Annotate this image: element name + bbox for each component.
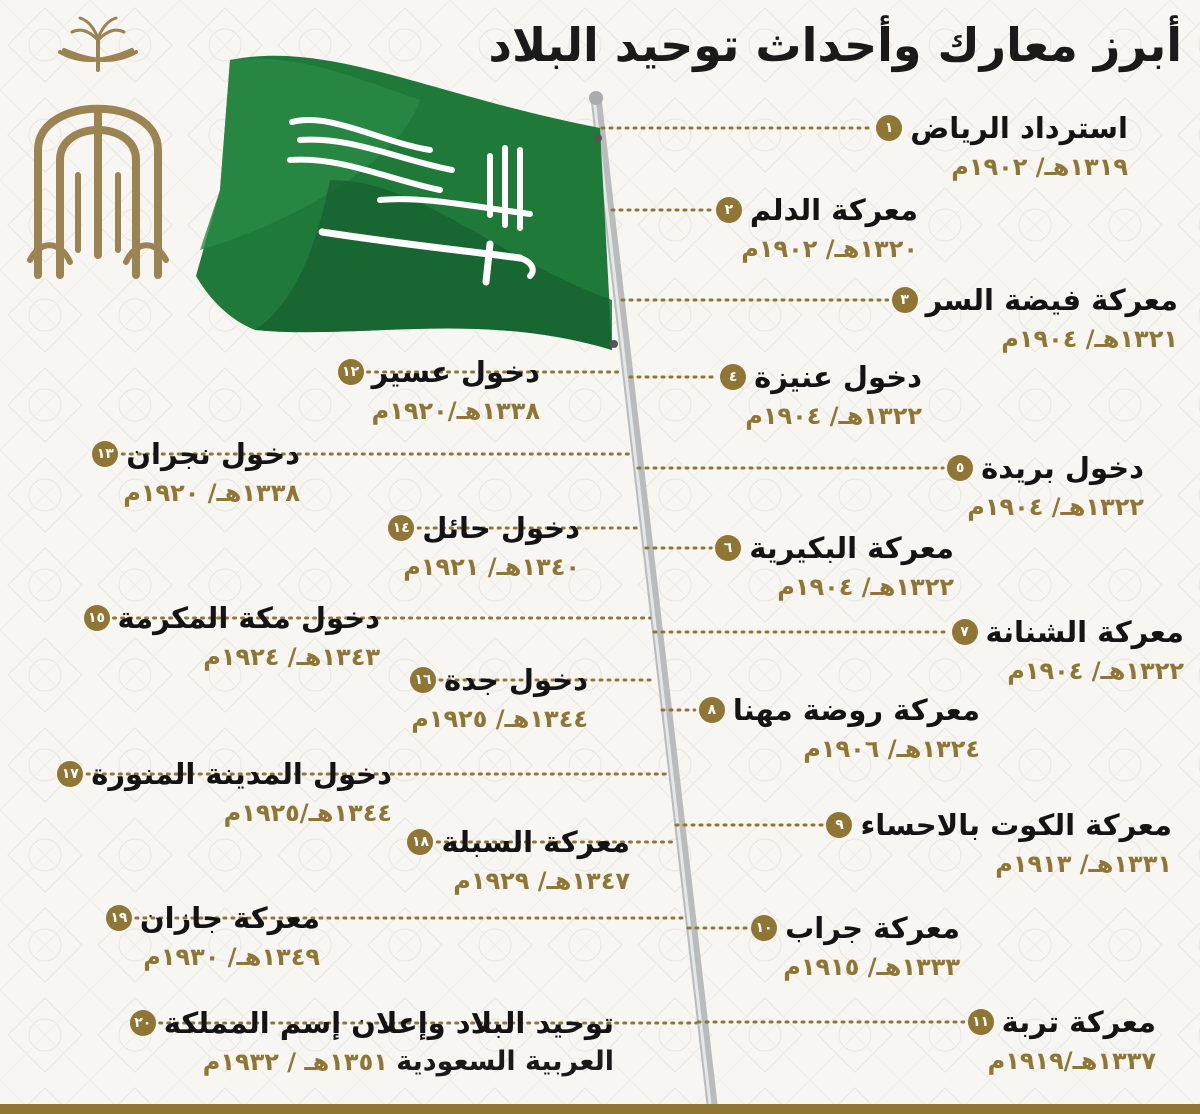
event-number-badge: ١٧ [57,761,83,787]
event-date-value: ١٣٢٤هـ/ ١٩٠٦م [803,735,980,763]
event-date [947,490,1144,524]
event-name: دخول حائل [422,511,580,545]
event-date-value: ١٣٢٢هـ/ ١٩٠٤م [967,493,1144,521]
event-name: استرداد الرياض [910,111,1128,145]
event-date [751,950,960,984]
event-date [57,796,392,830]
event-title-row [92,434,300,474]
event-item [407,822,630,898]
event-item [715,528,954,604]
event-title-row [407,822,630,862]
event-name-continuation: العربية السعودية [396,1046,614,1077]
event-number-badge: ١ [876,115,902,141]
event-title-row [952,612,1184,652]
event-date-value: ١٣٤٤هـ/ ١٩٢٥م [411,705,588,733]
event-item [952,612,1184,688]
event-number-badge: ١٥ [84,605,110,631]
event-name: دخول نجران [126,437,300,471]
event-item [892,280,1178,356]
event-item [716,190,918,266]
event-date [410,702,588,736]
event-name: معركة فيضة السر [925,283,1178,317]
event-date-value: ١٣٤٤هـ/١٩٢٥م [223,799,392,827]
event-date-value: ١٣٤٠هـ/ ١٩٢١م [403,553,580,581]
event-item [410,660,588,736]
event-title-row [84,598,380,638]
event-date-value: ١٣٢٠هـ/ ١٩٠٢م [741,235,918,263]
event-title-row [699,690,980,730]
event-item [106,898,320,974]
event-item [388,508,580,584]
event-number-badge: ٦ [715,535,741,561]
event-date [876,150,1128,184]
event-number-badge: ١٤ [388,515,414,541]
event-name: دخول جدة [444,663,588,697]
event-date [968,1044,1156,1078]
event-number-badge: ١٣ [92,441,118,467]
event-date [952,654,1184,688]
event-number-badge: ٨ [699,697,725,723]
event-name: معركة البكيرية [749,531,954,565]
event-date [106,940,320,974]
event-number-badge: ١٠ [751,915,777,941]
event-date-value: ١٣٤٩هـ/ ١٩٣٠م [143,943,320,971]
bottom-bar [0,1104,1200,1114]
event-item [338,352,540,428]
event-name: معركة جراب [785,911,960,945]
event-date-value: ١٣٢٢هـ/ ١٩٠٤م [777,573,954,601]
event-name: دخول عنيزة [754,360,922,394]
event-title-row [720,357,922,397]
event-title-row [826,805,1172,845]
event-date-value: ١٣٢٢هـ/ ١٩٠٤م [745,402,922,430]
event-item [876,108,1128,184]
event-title-row [57,754,392,794]
event-number-badge: ١٨ [407,829,433,855]
event-number-badge: ٩ [826,812,852,838]
event-name: معركة السبلة [441,825,630,859]
event-item [57,754,392,830]
event-title-row [876,108,1128,148]
event-date [826,847,1172,881]
event-number-badge: ١٦ [410,667,436,693]
event-title-row [388,508,580,548]
event-date [716,232,918,266]
event-title-row [410,660,588,700]
event-date-value: ١٣٢٢هـ/ ١٩٠٤م [1007,657,1184,685]
event-title-row [130,1003,614,1043]
event-number-badge: ١١ [968,1009,994,1035]
event-name: معركة جازان [139,901,320,935]
event-title-row [751,908,960,948]
event-date [892,322,1178,356]
event-number-badge: ٢٠ [130,1010,156,1036]
event-date-value: ١٣٣٣هـ/ ١٩١٥م [783,953,960,981]
event-item [826,805,1172,881]
event-title-row [892,280,1178,320]
event-name: معركة الدلم [749,193,918,227]
event-name: دخول بريدة [981,451,1144,485]
flag-pole [596,98,712,1104]
event-number-badge: ١٢ [338,359,364,385]
event-item [699,690,980,766]
flag-pole-highlight [594,98,710,1104]
event-date [130,1045,614,1079]
flag-pole-finial [589,91,603,105]
event-date [338,394,540,428]
event-number-badge: ٢ [716,197,742,223]
event-title-row [716,190,918,230]
event-number-badge: ١٩ [106,905,132,931]
event-title-row [106,898,320,938]
event-item [720,357,922,433]
event-date [388,550,580,584]
event-title-row [715,528,954,568]
event-date-value: ١٣٣٨هـ/ ١٩٢٠م [123,479,300,507]
event-name: معركة الكوت بالاحساء [860,808,1172,842]
event-number-badge: ٣ [892,287,918,313]
event-name: معركة تربة [1001,1005,1156,1039]
event-name: دخول المدينة المنورة [91,757,392,791]
event-date-value: ١٣٢١هـ/ ١٩٠٤م [1001,325,1178,353]
event-number-badge: ٥ [947,455,973,481]
saudi-flag-icon [196,56,618,350]
event-item [84,598,380,674]
event-item [92,434,300,510]
event-date-value: ١٣٣٧هـ/١٩١٩م [987,1047,1156,1075]
page-title: أبرز معارك وأحداث توحيد البلاد [488,18,1182,72]
event-date [715,570,954,604]
event-name: توحيد البلاد وإعلان إسم المملكة [163,1006,614,1040]
event-date-value: ١٣٤٣هـ/ ١٩٢٤م [203,643,380,671]
event-title-row [947,448,1144,488]
event-date-value: ١٣١٩هـ/ ١٩٠٢م [951,153,1128,181]
event-title-row [338,352,540,392]
event-number-badge: ٧ [952,619,978,645]
event-item [751,908,960,984]
event-item [968,1002,1156,1078]
event-date-value: ١٣٤٧هـ/ ١٩٢٩م [453,867,630,895]
event-name: معركة روضة مهنا [732,693,980,727]
event-date [699,732,980,766]
event-date-value: ١٣٣١هـ/ ١٩١٣م [995,850,1172,878]
event-name: دخول مكة المكرمة [117,601,380,635]
event-date [92,476,300,510]
event-date [720,399,922,433]
event-name: دخول عسير [371,355,540,389]
event-item [947,448,1144,524]
event-name: معركة الشنانة [985,615,1184,649]
event-date [84,640,380,674]
event-number-badge: ٤ [720,364,746,390]
event-date [407,864,630,898]
darah-logo-icon [30,18,166,275]
event-date-value: ١٣٥١هـ / ١٩٣٢م [202,1048,388,1076]
event-item [130,1003,614,1079]
event-title-row [968,1002,1156,1042]
event-date-value: ١٣٣٨هـ/١٩٢٠م [371,397,540,425]
